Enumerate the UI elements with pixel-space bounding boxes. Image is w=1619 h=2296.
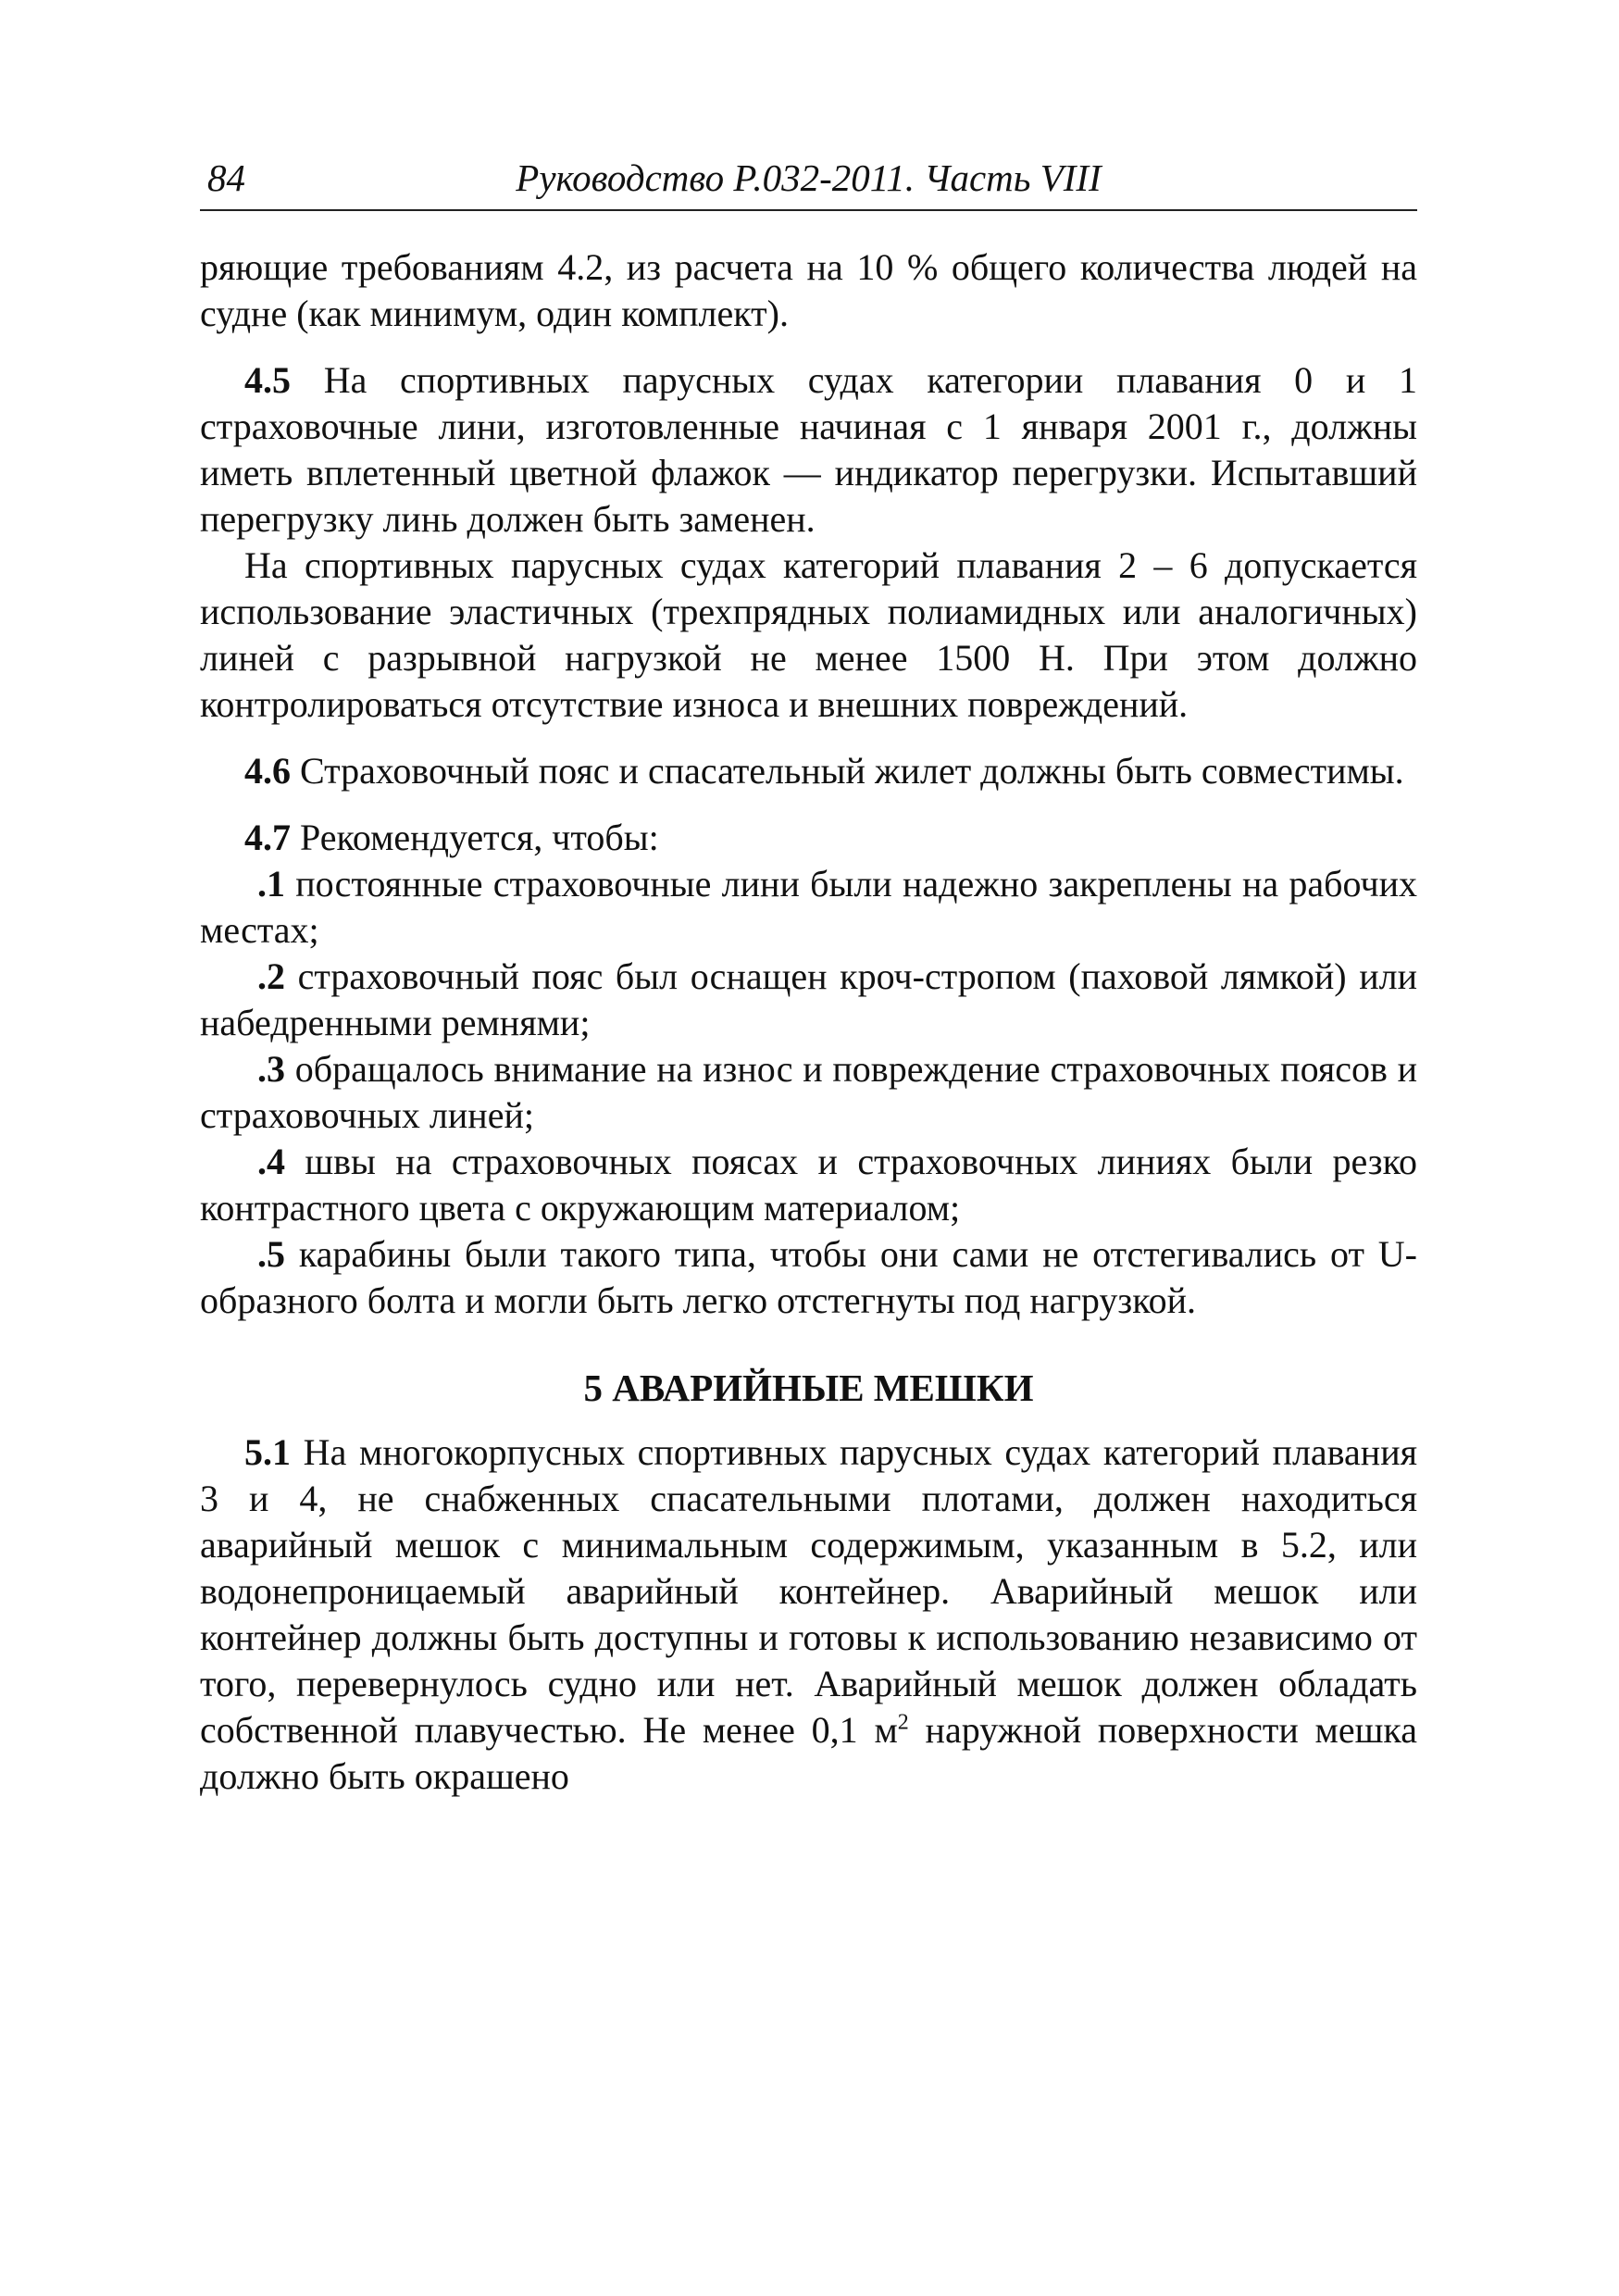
list-item — [200, 1046, 1417, 1139]
running-title: Руководство Р.032-2011. Часть VIII — [516, 156, 1102, 199]
clause-4-7 — [200, 815, 1417, 861]
page-number: 84 — [207, 156, 245, 199]
clause-text: Страховочный пояс и спасательный жилет должны быть совместимы. — [291, 750, 1404, 792]
clause-number: 4.5 — [244, 359, 291, 401]
clause-number: 5.1 — [244, 1431, 291, 1473]
list-item — [200, 1231, 1417, 1324]
item-number: .3 — [257, 1048, 285, 1090]
paragraph-continuation: ряющие требованиям 4.2, из расчета на 10 % общего количества людей на судне (как минимум, один комплект). — [200, 246, 1417, 334]
superscript: 2 — [897, 1710, 909, 1735]
list-item — [200, 861, 1417, 954]
item-text: швы на страховочных поясах и страховочных линиях были резко контрастного цвета с окружающим материалом; — [200, 1141, 1417, 1229]
page-header — [200, 148, 1417, 211]
document-body — [200, 244, 1417, 1800]
clause-text-tail: наружной поверхности мешка должно быть окрашено — [200, 1709, 1417, 1797]
item-text: обращалось внимание на износ и повреждение страховочных поясов и страховочных линей; — [200, 1048, 1417, 1136]
section-heading: 5 АВАРИЙНЫЕ МЕШКИ — [583, 1366, 1034, 1409]
item-number: .5 — [257, 1233, 285, 1275]
clause-text: На многокорпусных спортивных парусных судах категорий плавания 3 и 4, не снабженных спасательными плотами, должен находиться аварийный мешок с минимальным содержимым, указанным в 5.2, или водонепроницаемый аварийный контейнер. Аварийный мешок или контейнер должны быть доступны и готовы к использованию независимо от того, перевернулось судно или нет. Аварийный мешок должен обладать собственной плавучестью. Не менее 0,1 м — [200, 1431, 1417, 1751]
item-text: страховочный пояс был оснащен кроч-стропом (паховой лямкой) или набедренными ремнями; — [200, 955, 1417, 1043]
item-text: карабины были такого типа, чтобы они сами не отстегивались от U-образного болта и могли быть легко отстегнуты под нагрузкой. — [200, 1233, 1417, 1321]
item-text: постоянные страховочные лини были надежно закреплены на рабочих местах; — [200, 863, 1417, 951]
clause-4-5 — [200, 357, 1417, 543]
document-page — [200, 148, 1417, 1800]
item-number: .4 — [257, 1141, 285, 1182]
list-item — [200, 954, 1417, 1046]
list-item — [200, 1139, 1417, 1231]
item-number: .2 — [257, 955, 285, 997]
clause-number: 4.6 — [244, 750, 291, 792]
clause-5-1 — [200, 1429, 1417, 1800]
clause-number: 4.7 — [244, 817, 291, 858]
clause-text: На спортивных парусных судах категории плавания 0 и 1 страховочные лини, изготовленные начиная с 1 января 2001 г., должны иметь вплетенный цветной флажок — индикатор перегрузки. Испытавший перегрузку линь должен быть заменен. — [200, 359, 1417, 540]
clause-4-5-paragraph-2: На спортивных парусных судах категорий плавания 2 – 6 допускается использование эластичных (трехпрядных полиамидных или аналогичных) линей с разрывной нагрузкой не менее 1500 Н. При этом должно контролироваться отсутствие износа и внешних повреждений. — [200, 544, 1417, 725]
item-number: .1 — [257, 863, 285, 905]
clause-4-6 — [200, 748, 1417, 794]
clause-text: Рекомендуется, чтобы: — [291, 817, 659, 858]
